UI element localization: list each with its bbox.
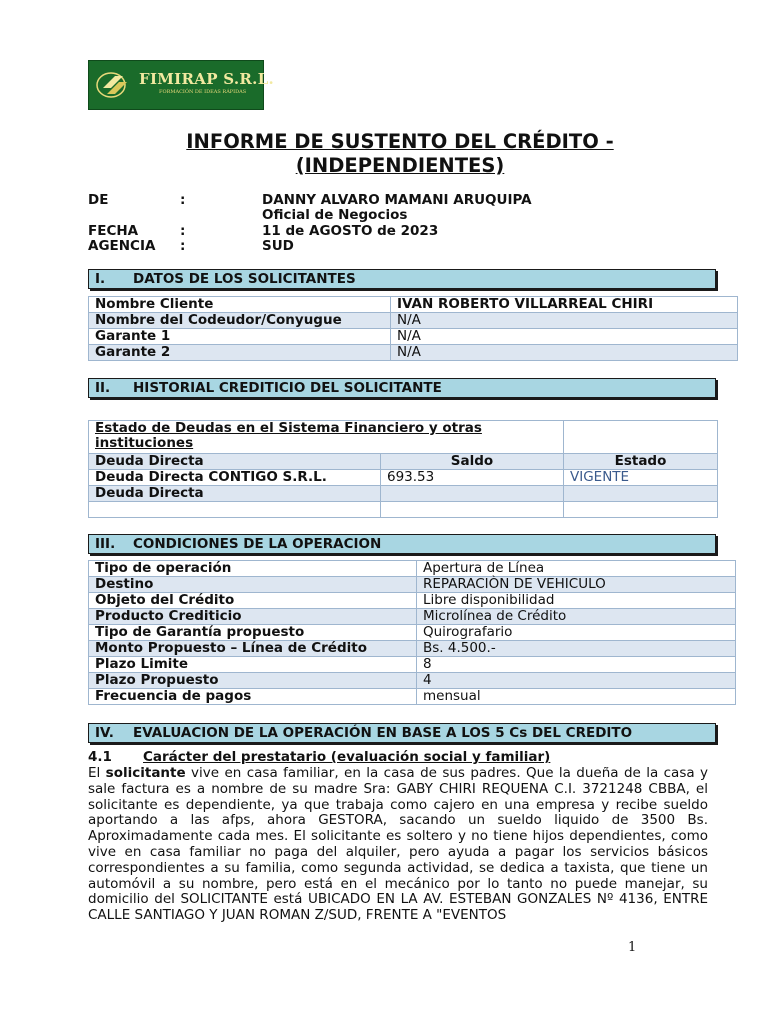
table-row <box>89 329 738 345</box>
table-row <box>89 502 718 518</box>
company-logo <box>88 60 275 110</box>
table-cell: mensual <box>417 689 736 705</box>
de-label: DE <box>88 192 109 208</box>
section-number: IV. <box>95 725 114 741</box>
solicitantes-table <box>88 296 738 361</box>
paragraph-body: vive en casa familiar, en la casa de sus padres. Que la dueña de la casa y sale factura es a nombre de su madre Sra: GABY CHIRI REQUENA C.I. 3721248 CBBA, el solicitante es dependiente, ya que trabaja como cajero en una empresa y recibe sueldo aportando a las afps, ahora GESTORA, sacando un sueldo liquido de 3500 Bs. Aproximadamente cada mes. El solicitante es soltero y no tiene hijos dependientes, como vive en casa familiar no paga del alquiler, pero ayuda a pagar los servicios básicos correspondientes a su familia, como segunda actividad, se dedica a taxista, que tiene un automóvil a su nombre, pero está en el mecánico por lo tanto no puede manejar, su domicilio del SOLICITANTE está UBICADO EN LA AV. ESTEBAN GONZALES Nº 4136, ENTRE CALLE SANTIAGO Y JUAN ROMAN Z/SUD, FRENTE A "EVENTOS <box>88 765 708 924</box>
table-cell <box>564 421 718 454</box>
table-row <box>89 561 736 577</box>
section-number: I. <box>95 271 106 287</box>
column-header: Deuda Directa <box>89 454 381 470</box>
table-row <box>89 641 736 657</box>
section-title: DATOS DE LOS SOLICITANTES <box>133 271 356 287</box>
caption-line-1: Estado de Deudas en el Sistema Financiero y otras <box>95 420 482 436</box>
table-cell <box>381 486 564 502</box>
historial-caption <box>89 421 564 454</box>
logo-brand: FIMIRAP S.R.L. <box>139 70 275 88</box>
table-row <box>89 313 738 329</box>
table-cell: N/A <box>391 313 738 329</box>
fecha-colon: : <box>180 223 186 239</box>
table-row <box>89 657 736 673</box>
status-cell: VIGENTE <box>564 470 718 486</box>
table-cell: Producto Crediticio <box>89 609 417 625</box>
section-title: CONDICIONES DE LA OPERACION <box>133 536 382 552</box>
table-cell: Bs. 4.500.- <box>417 641 736 657</box>
paragraph-bold: solicitante <box>105 765 186 781</box>
table-row <box>89 470 718 486</box>
paragraph-lead: El <box>88 765 106 781</box>
table-cell <box>89 502 381 518</box>
column-header: Saldo <box>381 454 564 470</box>
section-heading-1 <box>88 269 716 289</box>
title-line-2: (INDEPENDIENTES) <box>295 154 505 177</box>
table-cell: Plazo Limite <box>89 657 417 673</box>
table-cell: 8 <box>417 657 736 673</box>
de-role: Oficial de Negocios <box>262 207 408 223</box>
section-number: III. <box>95 536 116 552</box>
table-header-row <box>89 454 718 470</box>
section-heading-2 <box>88 378 716 398</box>
logo-mark-icon <box>95 68 133 100</box>
table-row <box>89 297 738 313</box>
condiciones-table <box>88 560 736 705</box>
agencia-colon: : <box>180 238 186 254</box>
document-title <box>80 130 720 178</box>
de-value: DANNY ALVARO MAMANI ARUQUIPA <box>262 192 532 208</box>
fecha-value: 11 de AGOSTO de 2023 <box>262 223 439 239</box>
evaluation-paragraph <box>88 766 708 924</box>
column-header: Estado <box>564 454 718 470</box>
fecha-label: FECHA <box>88 223 139 239</box>
table-row <box>89 689 736 705</box>
table-cell: Deuda Directa <box>89 486 381 502</box>
table-cell: Microlínea de Crédito <box>417 609 736 625</box>
subsection-heading <box>88 749 551 765</box>
table-cell: REPARACIÒN DE VEHICULO <box>417 577 736 593</box>
subsection-title: Carácter del prestatario (evaluación social y familiar) <box>143 749 551 765</box>
table-cell: Tipo de operación <box>89 561 417 577</box>
table-cell: N/A <box>391 345 738 361</box>
table-row <box>89 421 718 454</box>
table-cell: Monto Propuesto – Línea de Crédito <box>89 641 417 657</box>
table-cell: Objeto del Crédito <box>89 593 417 609</box>
section-heading-4 <box>88 723 716 743</box>
table-cell: Quirografario <box>417 625 736 641</box>
table-cell: Libre disponibilidad <box>417 593 736 609</box>
table-row <box>89 577 736 593</box>
table-cell: Deuda Directa CONTIGO S.R.L. <box>89 470 381 486</box>
table-cell: Frecuencia de pagos <box>89 689 417 705</box>
table-row <box>89 486 718 502</box>
section-title: EVALUACION DE LA OPERACIÓN EN BASE A LOS 5 Cs DEL CREDITO <box>133 725 633 741</box>
agencia-label: AGENCIA <box>88 238 156 254</box>
de-colon: : <box>180 192 186 208</box>
caption-line-2: instituciones <box>95 435 194 451</box>
table-cell: Nombre Cliente <box>89 297 391 313</box>
table-cell <box>564 486 718 502</box>
historial-table <box>88 420 718 518</box>
table-row <box>89 625 736 641</box>
table-cell: Destino <box>89 577 417 593</box>
table-cell: Apertura de Línea <box>417 561 736 577</box>
table-cell: Garante 1 <box>89 329 391 345</box>
subsection-number: 4.1 <box>88 749 112 765</box>
table-row <box>89 673 736 689</box>
title-line-1: INFORME DE SUSTENTO DEL CRÉDITO - <box>186 130 614 153</box>
section-heading-3 <box>88 534 716 554</box>
table-cell: Garante 2 <box>89 345 391 361</box>
table-cell: 693.53 <box>381 470 564 486</box>
logo-tagline: FORMACIÓN DE IDEAS RÁPIDAS <box>159 89 247 95</box>
table-cell: IVAN ROBERTO VILLARREAL CHIRI <box>391 297 738 313</box>
table-cell: Tipo de Garantía propuesto <box>89 625 417 641</box>
section-number: II. <box>95 380 111 396</box>
table-cell <box>381 502 564 518</box>
table-cell: Plazo Propuesto <box>89 673 417 689</box>
table-row <box>89 593 736 609</box>
section-title: HISTORIAL CREDITICIO DEL SOLICITANTE <box>133 380 442 396</box>
table-cell <box>564 502 718 518</box>
table-row <box>89 609 736 625</box>
table-cell: Nombre del Codeudor/Conyugue <box>89 313 391 329</box>
page-number: 1 <box>628 940 637 955</box>
table-row <box>89 345 738 361</box>
agencia-value: SUD <box>262 238 294 254</box>
table-cell: N/A <box>391 329 738 345</box>
table-cell: 4 <box>417 673 736 689</box>
